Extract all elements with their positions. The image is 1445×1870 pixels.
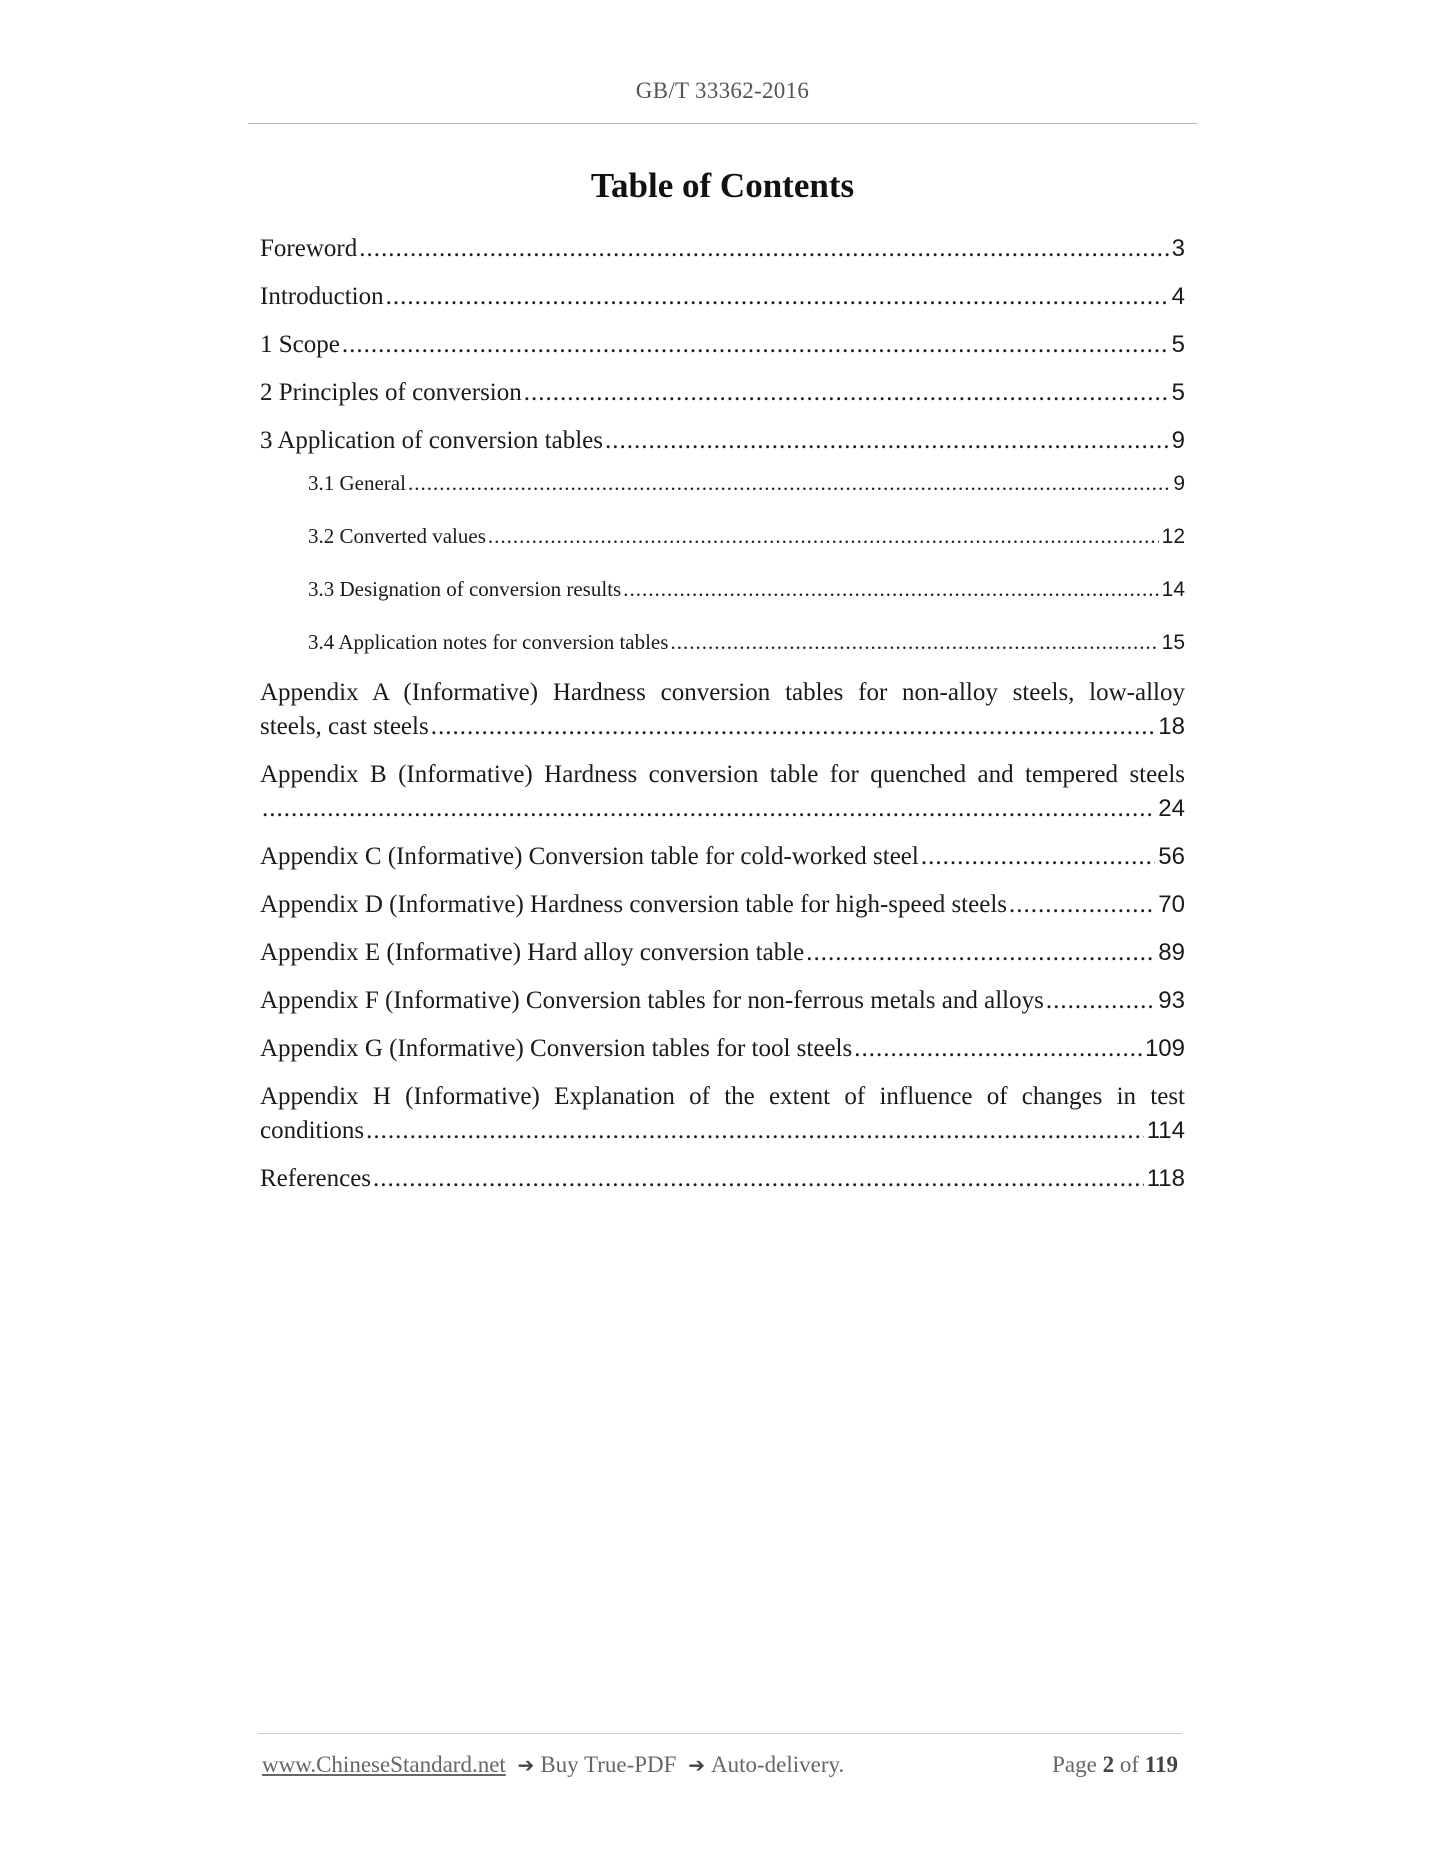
- toc-leader-dots: [342, 328, 1169, 362]
- right-arrow-icon: ➔: [688, 1753, 705, 1777]
- toc-entry-application-notes[interactable]: [260, 627, 1185, 658]
- footer-promo: [262, 1752, 844, 1778]
- toc-page-number: 14: [1161, 578, 1185, 601]
- toc-leader-dots: [1009, 888, 1155, 922]
- right-arrow-icon: ➔: [517, 1753, 535, 1777]
- table-of-contents: [260, 232, 1185, 1210]
- toc-entry-title-continuation: conditions: [260, 1117, 365, 1144]
- toc-page-number: 9: [1173, 472, 1185, 495]
- toc-entry-application[interactable]: [260, 424, 1185, 458]
- toc-leader-dots: [359, 232, 1168, 266]
- toc-page-number: 18: [1158, 713, 1185, 740]
- toc-entry-foreword[interactable]: [260, 232, 1185, 266]
- toc-entry-title: 3.3 Designation of conversion results: [308, 577, 622, 601]
- toc-entry-appendix-a[interactable]: [260, 676, 1185, 744]
- header-divider: [248, 123, 1197, 124]
- toc-page-number: 3: [1171, 235, 1185, 262]
- toc-entry-appendix-f[interactable]: [260, 984, 1185, 1018]
- toc-entry-title: Appendix D (Informative) Hardness conversion table for high-speed steels: [260, 891, 1007, 918]
- toc-entry-title: 3.1 General: [308, 471, 406, 495]
- toc-title: Table of Contents: [590, 166, 855, 205]
- toc-entry-designation[interactable]: [260, 574, 1185, 605]
- page-of-label: of: [1119, 1752, 1140, 1777]
- toc-entry-title-line: Appendix H (Informative) Explanation of the extent of influence of changes in test: [260, 1083, 1185, 1110]
- toc-leader-dots: [524, 376, 1169, 410]
- toc-entry-principles[interactable]: [260, 376, 1185, 410]
- toc-entry-scope[interactable]: [260, 328, 1185, 362]
- toc-page-number: 12: [1161, 525, 1185, 548]
- toc-page-number: 118: [1146, 1165, 1185, 1192]
- current-page-number: 2: [1102, 1752, 1115, 1777]
- toc-leader-dots: [431, 710, 1156, 744]
- toc-leader-dots: [366, 1114, 1144, 1148]
- toc-entry-title: Appendix C (Informative) Conversion table for cold-worked steel: [260, 843, 919, 870]
- toc-entry-title: Appendix F (Informative) Conversion tables for non-ferrous metals and alloys: [260, 987, 1044, 1014]
- toc-entry-title: 1 Scope: [260, 331, 340, 358]
- toc-page-number: 70: [1158, 891, 1185, 918]
- toc-leader-dots: [488, 521, 1159, 551]
- toc-entry-introduction[interactable]: [260, 280, 1185, 314]
- buy-pdf-text: Buy True-PDF: [540, 1752, 677, 1777]
- toc-entry-references[interactable]: [260, 1162, 1185, 1196]
- toc-leader-dots: [670, 627, 1158, 657]
- toc-entry-title-line: Appendix A (Informative) Hardness conversion tables for non-alloy steels, low-alloy: [260, 679, 1185, 706]
- document-header-code: GB/T 33362-2016: [635, 78, 810, 103]
- toc-leader-dots: [1046, 984, 1155, 1018]
- toc-entry-title: Appendix G (Informative) Conversion tables for tool steels: [260, 1035, 853, 1062]
- toc-entry-title-continuation: steels, cast steels: [260, 713, 429, 740]
- toc-leader-dots: [854, 1032, 1142, 1066]
- toc-page-number: 15: [1161, 631, 1185, 654]
- toc-leader-dots: [921, 840, 1155, 874]
- toc-entry-title-line: Appendix B (Informative) Hardness conversion table for quenched and tempered steels: [260, 761, 1185, 788]
- toc-page-number: 89: [1158, 939, 1185, 966]
- toc-page-number: 114: [1146, 1117, 1185, 1144]
- toc-leader-dots: [262, 792, 1155, 826]
- total-page-count: 119: [1144, 1752, 1178, 1777]
- toc-entry-title: Introduction: [260, 283, 384, 310]
- toc-page-number: 4: [1171, 283, 1185, 310]
- toc-entry-title: 3.4 Application notes for conversion tables: [308, 630, 669, 654]
- page-counter: [1052, 1752, 1182, 1778]
- toc-entry-converted-values[interactable]: [260, 521, 1185, 552]
- toc-page-number: 109: [1144, 1035, 1185, 1062]
- toc-leader-dots: [605, 424, 1169, 458]
- website-link[interactable]: www.ChineseStandard.net: [262, 1752, 506, 1777]
- page-footer: [262, 1752, 1182, 1778]
- page-label: Page: [1052, 1752, 1097, 1777]
- toc-entry-title: References: [260, 1165, 372, 1192]
- toc-leader-dots: [386, 280, 1169, 314]
- toc-leader-dots: [806, 936, 1155, 970]
- toc-entry-appendix-g[interactable]: [260, 1032, 1185, 1066]
- toc-leader-dots: [623, 574, 1158, 604]
- toc-leader-dots: [408, 468, 1170, 498]
- toc-entry-title: Appendix E (Informative) Hard alloy conversion table: [260, 939, 805, 966]
- toc-entry-appendix-b[interactable]: [260, 758, 1185, 826]
- toc-entry-appendix-c[interactable]: [260, 840, 1185, 874]
- toc-entry-title: 2 Principles of conversion: [260, 379, 522, 406]
- toc-page-number: 5: [1171, 379, 1185, 406]
- toc-page-number: 56: [1158, 843, 1185, 870]
- auto-delivery-text: Auto-delivery.: [710, 1752, 845, 1777]
- toc-page-number: 24: [1158, 795, 1185, 822]
- toc-entry-title: 3.2 Converted values: [308, 524, 486, 548]
- toc-entry-appendix-h[interactable]: [260, 1080, 1185, 1148]
- toc-entry-appendix-d[interactable]: [260, 888, 1185, 922]
- footer-divider: [258, 1733, 1182, 1734]
- toc-entry-appendix-e[interactable]: [260, 936, 1185, 970]
- toc-leader-dots: [373, 1162, 1144, 1196]
- toc-entry-general[interactable]: [260, 468, 1185, 499]
- toc-page-number: 93: [1158, 987, 1185, 1014]
- toc-entry-title: Foreword: [260, 235, 358, 262]
- toc-entry-title: 3 Application of conversion tables: [260, 427, 603, 454]
- toc-page-number: 9: [1171, 427, 1185, 454]
- toc-page-number: 5: [1171, 331, 1185, 358]
